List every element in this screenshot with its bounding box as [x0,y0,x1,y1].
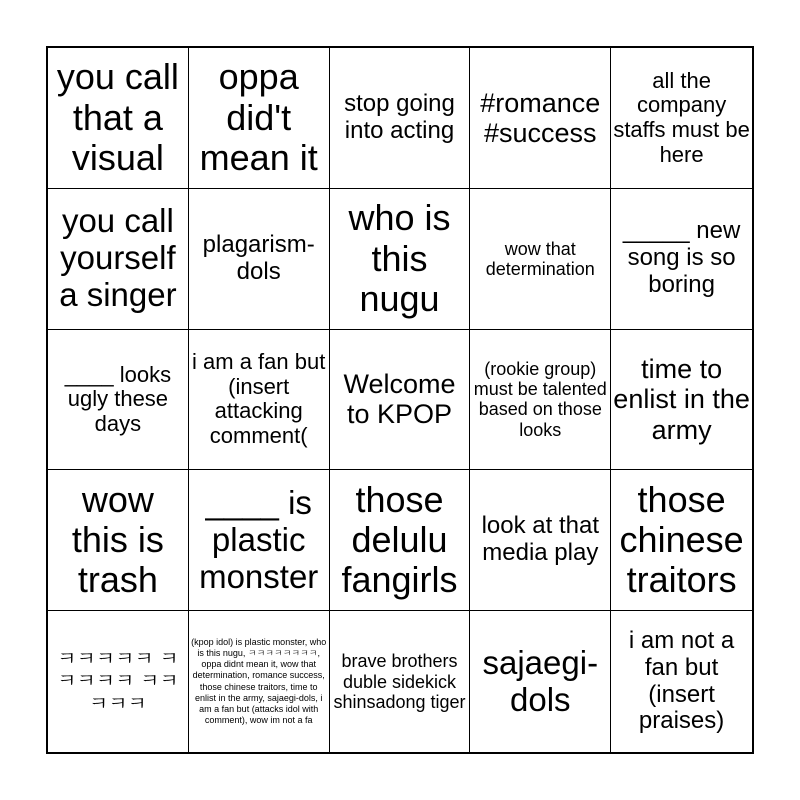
bingo-cell-r3c1[interactable]: ____ looks ugly these days [48,330,189,471]
bingo-cell-r4c1[interactable]: wow this is trash [48,470,189,611]
bingo-cell-r5c1[interactable]: ㅋㅋㅋㅋㅋ ㅋㅋㅋㅋㅋ ㅋㅋㅋㅋㅋ [48,611,189,752]
bingo-cell-r2c4[interactable]: wow that determination [470,189,611,330]
bingo-cell-r2c2[interactable]: plagarism-dols [189,189,330,330]
bingo-cell-r3c3[interactable]: Welcome to KPOP [330,330,471,471]
bingo-cell-r1c4[interactable]: #romance #success [470,48,611,189]
bingo-board [46,46,754,754]
bingo-cell-r1c2[interactable]: oppa did't mean it [189,48,330,189]
bingo-cell-r2c1[interactable]: you call yourself a singer [48,189,189,330]
bingo-cell-r3c5[interactable]: time to enlist in the army [611,330,752,471]
bingo-cell-r2c3[interactable]: who is this nugu [330,189,471,330]
bingo-cell-r1c3[interactable]: stop going into acting [330,48,471,189]
bingo-cell-r5c3[interactable]: brave brothers duble sidekick shinsadong tiger [330,611,471,752]
bingo-cell-r5c5[interactable]: i am not a fan but (insert praises) [628,626,735,735]
bingo-cell-r4c3[interactable]: those delulu fangirls [330,470,471,611]
bingo-cell-r1c1[interactable]: you call that a visual [48,48,189,189]
bingo-cell-r4c4[interactable]: look at that media play [470,470,611,611]
bingo-cell-r2c5[interactable]: _____ new song is so boring [611,189,752,330]
bingo-cell-r4c5[interactable]: those chinese traitors [611,470,752,611]
bingo-cell-r3c4[interactable]: (rookie group) must be talented based on those looks [470,330,611,471]
bingo-cell-r1c5[interactable]: all the company staffs must be here [611,48,752,189]
bingo-cell-r5c2[interactable]: (kpop idol) is plastic monster, who is this nugu, ㅋㅋㅋㅋㅋㅋㅋㅋ, oppa didnt mean it, wow that determination, romance success, those chinese traitors, time to enlist in the army, sajaegi-dols, i am a fan but (attacks idol with comment), wow im not a fa [189,611,330,752]
bingo-cell-r3c2[interactable]: i am a fan but (insert attacking comment( [189,330,330,471]
bingo-cell-r5c4[interactable]: sajaegi-dols [470,611,611,752]
bingo-cell-r4c2[interactable]: ____ is plastic monster [189,470,330,611]
